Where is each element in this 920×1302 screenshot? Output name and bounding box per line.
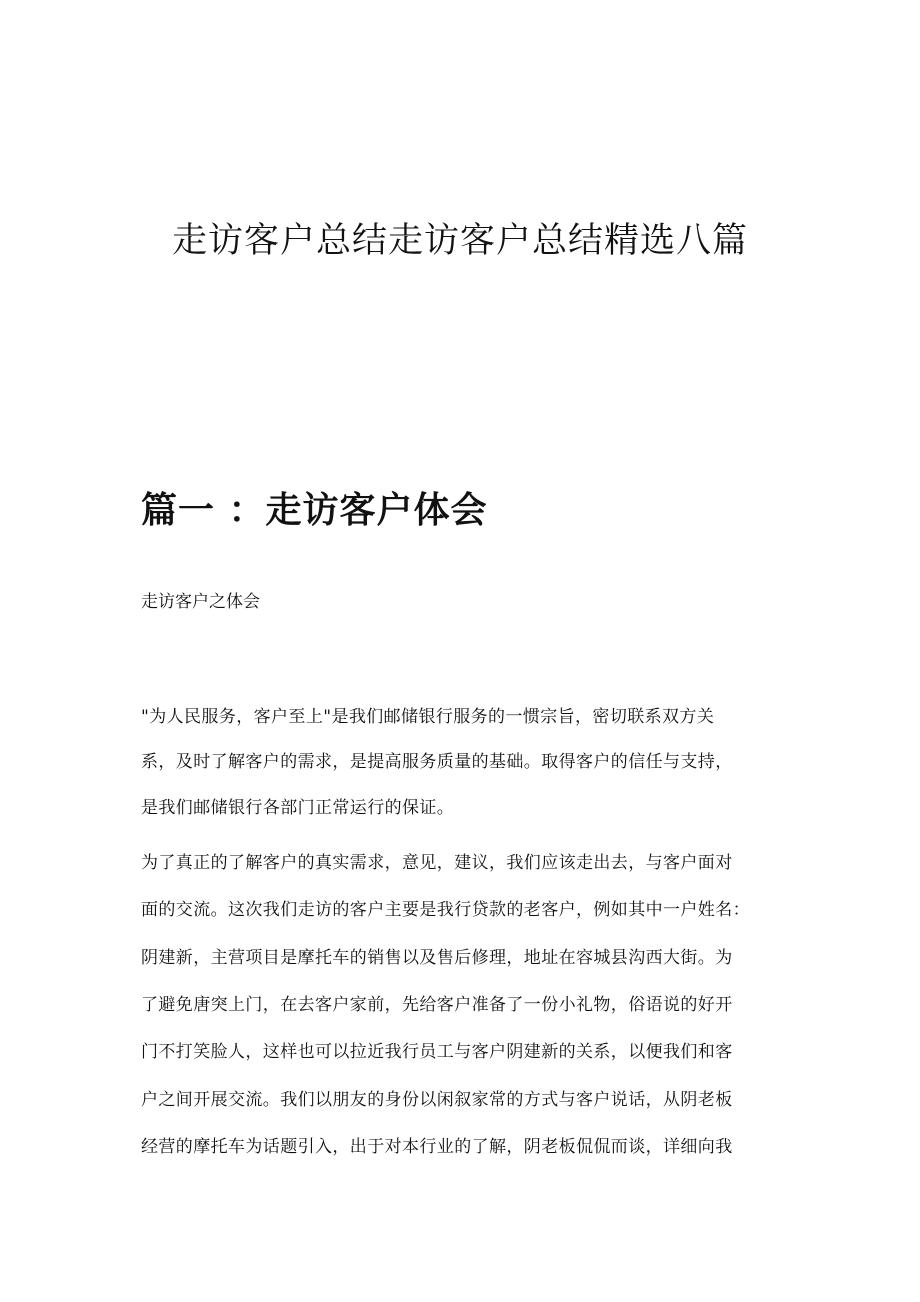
paragraph-2-line-7: 经营的摩托车为话题引入，出于对本行业的了解，阴老板侃侃而谈，详细向我 <box>141 1137 733 1157</box>
paragraph-2-line-3: 阴建新，主营项目是摩托车的销售以及售后修理，地址在容城县沟西大街。为 <box>141 948 733 968</box>
paragraph-2-line-2: 面的交流。这次我们走访的客户主要是我行贷款的老客户，例如其中一户姓名： <box>141 900 750 920</box>
document-title: 走访客户总结走访客户总结精选八篇 <box>171 221 748 261</box>
paragraph-2-line-1: 为了真正的了解客户的真实需求，意见，建议，我们应该走出去，与客户面对 <box>141 853 733 873</box>
paragraph-1-line-2: 系，及时了解客户的需求，是提高服务质量的基础。取得客户的信任与支持， <box>141 752 733 772</box>
section-heading: 篇一 ：走访客户体会 <box>141 489 488 531</box>
paragraph-1-line-3: 是我们邮储银行各部门正常运行的保证。 <box>141 798 455 818</box>
paragraph-1-line-1: "为人民服务，客户至上"是我们邮储银行服务的一惯宗旨，密切联系双方关 <box>141 707 715 727</box>
section-subtitle: 走访客户之体会 <box>141 592 260 612</box>
paragraph-2-line-4: 了避免唐突上门，在去客户家前，先给客户准备了一份小礼物，俗语说的好开 <box>141 995 733 1015</box>
paragraph-2-line-5: 门不打笑脸人，这样也可以拉近我行员工与客户阴建新的关系，以便我们和客 <box>141 1042 733 1062</box>
paragraph-2-line-6: 户之间开展交流。我们以朋友的身份以闲叙家常的方式与客户说话，从阴老板 <box>141 1090 733 1110</box>
